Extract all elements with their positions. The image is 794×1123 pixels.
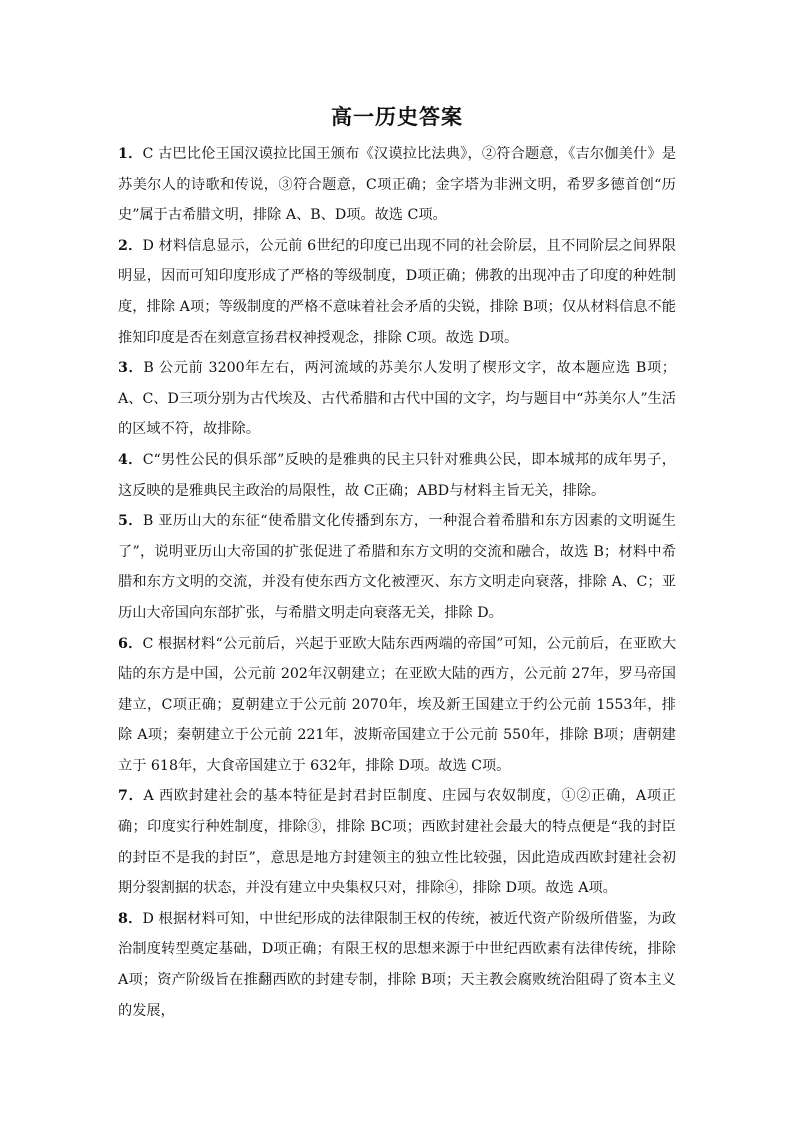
answer-number: 1． [118,146,143,162]
answer-number: 4． [118,451,143,468]
answer-text: B 公元前 3200年左右，两河流域的苏美尔人发明了楔形文字，故本题应选 B项；A、C、D三项分别为古代埃及、古代希腊和古代中国的文字，均与题目中“苏美尔人”生活的区域不符，故排除。 [118,360,676,438]
answer-text: C 古巴比伦王国汉谟拉比国王颁布《汉谟拉比法典》，②符合题意，《吉尔伽美什》是苏美尔人的诗歌和传说，③符合题意，C项正确；金字塔为非洲文明，希罗多德首创“历史”属于古希腊文明，排除 A、B、D项。故选 C项。 [118,146,677,224]
answer-text: A 西欧封建社会的基本特征是封君封臣制度、庄园与农奴制度，①②正确，A项正确；印度实行种姓制度，排除③，排除 BC项；西欧封建社会最大的特点便是“我的封臣的封臣不是我的封臣”，意思是地方封建领主的独立性比较强，因此造成西欧封建社会初期分裂割据的状态，并没有建立中央集权只对，排除④，排除 D项。故选 A项。 [118,788,676,897]
answer-item-1 [118,139,676,231]
answer-number: 8． [118,910,143,927]
page-title: 高一历史答案 [331,104,463,129]
answer-text: D 根据材料可知，中世纪形成的法律限制王权的传统，被近代资产阶级所借鉴，为政治制度转型奠定基础，D项正确；有限王权的思想来源于中世纪西欧素有法律传统，排除 A项；资产阶级旨在推翻西欧的封建专制，排除 B项；天主教会腐败统治阻碍了资本主义的发展， [118,910,677,1019]
answer-item-3 [118,353,676,445]
answer-item-5 [118,506,676,628]
answer-number: 3． [118,360,144,377]
answer-number: 6． [118,635,143,652]
answer-number: 7． [118,788,144,805]
answer-text: D 材料信息显示，公元前 6世纪的印度已出现不同的社会阶层，且不同阶层之间界限明显，因而可知印度形成了严格的等级制度，D项正确；佛教的出现冲击了印度的种姓制度，排除 A项；等级制度的严格不意味着社会矛盾的尖锐，排除 B项；仅从材料信息不能推知印度是否在刻意宣扬君权神授观念，排除 C项。故选 D项。 [118,237,676,346]
answer-item-4 [118,445,676,506]
answer-item-7 [118,781,676,903]
answer-text: C“男性公民的俱乐部”反映的是雅典的民主只针对雅典公民，即本城邦的成年男子，这反映的是雅典民主政治的局限性，故 C正确；ABD与材料主旨无关，排除。 [118,451,676,499]
answer-item-8 [118,904,676,1026]
answer-number: 2． [118,237,143,254]
answer-text: C 根据材料“公元前后，兴起于亚欧大陆东西两端的帝国”可知，公元前后，在亚欧大陆的东方是中国，公元前 202年汉朝建立；在亚欧大陆的西方，公元前 27年，罗马帝国建立，C项正确；夏朝建立于公元前 2070年，埃及新王国建立于约公元前 1553年，排除 A项；秦朝建立于公元前 221年，波斯帝国建立于公元前 550年，排除 B项；唐朝建立于 618年，大食帝国建立于 632年，排除 D项。故选 C项。 [118,635,677,774]
answer-number: 5． [118,513,143,530]
answer-list [118,139,676,1026]
answer-item-6 [118,629,676,782]
answer-item-2 [118,231,676,353]
answer-text: B 亚历山大的东征“使希腊文化传播到东方，一种混合着希腊和东方因素的文明诞生了”，说明亚历山大帝国的扩张促进了希腊和东方文明的交流和融合，故选 B；材料中希腊和东方文明的交流，并没有使东西方文化被湮灭、东方文明走向衰落，排除 A、C；亚历山大帝国向东部扩张，与希腊文明走向衰落无关，排除 D。 [118,513,676,621]
